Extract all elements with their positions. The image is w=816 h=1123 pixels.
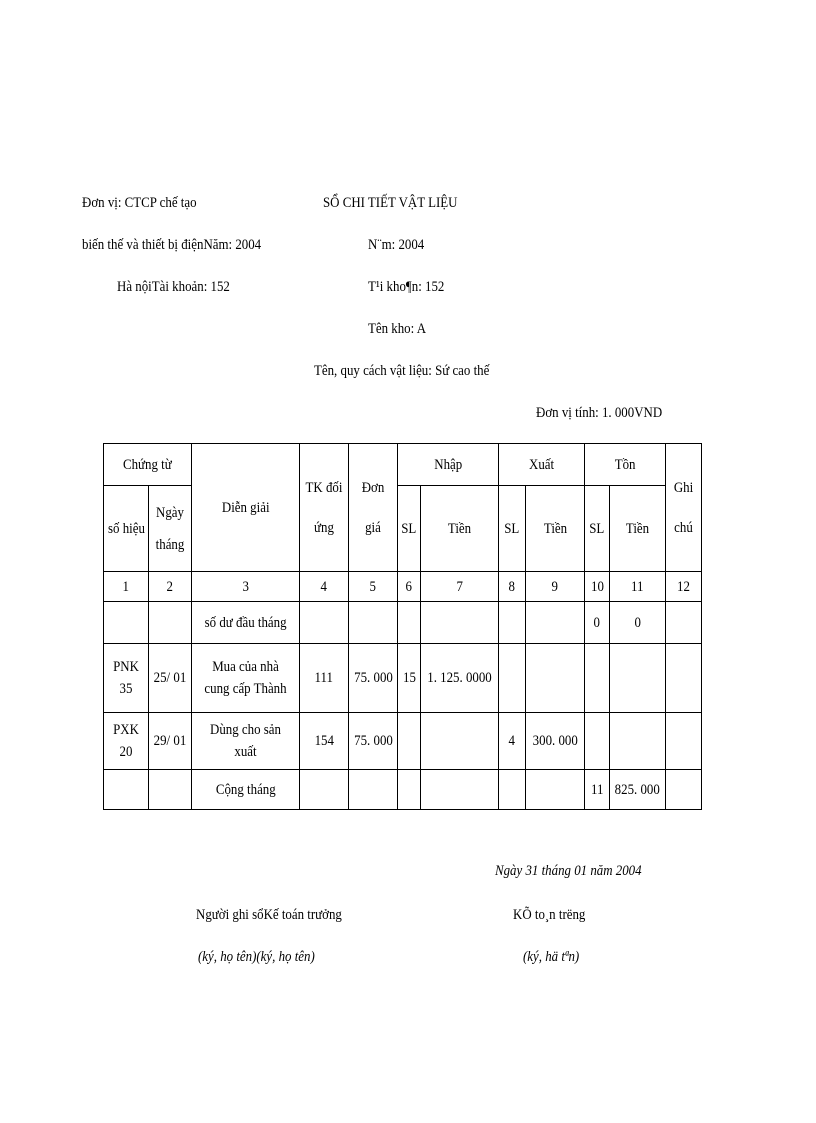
header-xuat: Xuất bbox=[499, 444, 585, 486]
table-cell: 0 bbox=[585, 602, 610, 644]
table-cell: 825. 000 bbox=[610, 770, 666, 810]
table-cell: 1. 125. 0000 bbox=[421, 644, 499, 713]
table-cell bbox=[666, 644, 702, 713]
col-num: 8 bbox=[499, 572, 526, 602]
table-cell bbox=[585, 713, 610, 770]
header-dien-giai: Diễn giải bbox=[192, 444, 300, 572]
table-cell bbox=[666, 713, 702, 770]
ledger-table bbox=[103, 443, 702, 810]
table-cell: 4 bbox=[499, 713, 526, 770]
table-row bbox=[104, 770, 702, 810]
material-line: Tên, quy cách vật liệu: Sứ cao thế bbox=[314, 363, 490, 379]
subheader-ton-tien: Tiền bbox=[610, 486, 666, 572]
col-num: 12 bbox=[666, 572, 702, 602]
sign-note-left: (ký, họ tên)(ký, họ tên) bbox=[198, 949, 315, 965]
table-cell: số dư đầu tháng bbox=[192, 602, 300, 644]
header-don-gia: Đơn giá bbox=[349, 444, 398, 572]
table-cell bbox=[398, 602, 421, 644]
table-cell bbox=[421, 602, 499, 644]
table-cell bbox=[421, 713, 499, 770]
table-cell: 300. 000 bbox=[526, 713, 585, 770]
table-cell bbox=[104, 770, 149, 810]
account-line: T¹i kho¶n: 152 bbox=[368, 279, 445, 295]
table-cell bbox=[104, 602, 149, 644]
table-cell bbox=[300, 602, 349, 644]
document-title: SỔ CHI TIẾT VẬT LIỆU bbox=[323, 195, 458, 211]
col-num: 4 bbox=[300, 572, 349, 602]
table-cell: Cộng tháng bbox=[192, 770, 300, 810]
col-num: 5 bbox=[349, 572, 398, 602]
col-num: 6 bbox=[398, 572, 421, 602]
table-cell: 29/ 01 bbox=[149, 713, 192, 770]
subheader-nhap-sl: SL bbox=[398, 486, 421, 572]
subheader-ngay-thang: Ngày tháng bbox=[149, 486, 192, 572]
unit-line-2: biến thế và thiết bị điệnNăm: 2004 bbox=[82, 237, 262, 253]
table-cell bbox=[398, 770, 421, 810]
table-cell bbox=[149, 770, 192, 810]
header-ghi-chu: Ghi chú bbox=[666, 444, 702, 572]
table-cell bbox=[499, 602, 526, 644]
year-line: N¨m: 2004 bbox=[368, 237, 425, 253]
subheader-xuat-tien: Tiền bbox=[526, 486, 585, 572]
table-cell bbox=[349, 602, 398, 644]
col-num: 10 bbox=[585, 572, 610, 602]
table-cell bbox=[666, 602, 702, 644]
table-cell: Dùng cho sản xuất bbox=[192, 713, 300, 770]
table-cell bbox=[300, 770, 349, 810]
footer-date: Ngày 31 tháng 01 năm 2004 bbox=[495, 863, 642, 879]
table-cell: 11 bbox=[585, 770, 610, 810]
unit-line-1: Đơn vị: CTCP chế tạo bbox=[82, 195, 197, 211]
sign-note-right: (ký, hä tªn) bbox=[523, 949, 580, 965]
subheader-nhap-tien: Tiền bbox=[421, 486, 499, 572]
column-number-row bbox=[104, 572, 702, 602]
col-num: 3 bbox=[192, 572, 300, 602]
table-cell: PNK 35 bbox=[104, 644, 149, 713]
header-chung-tu: Chứng từ bbox=[104, 444, 192, 486]
subheader-xuat-sl: SL bbox=[499, 486, 526, 572]
currency-unit: Đơn vị tính: 1. 000VND bbox=[536, 405, 663, 421]
subheader-ton-sl: SL bbox=[585, 486, 610, 572]
col-num: 11 bbox=[610, 572, 666, 602]
table-cell bbox=[610, 644, 666, 713]
table-cell bbox=[526, 644, 585, 713]
header-nhap: Nhập bbox=[398, 444, 499, 486]
table-cell bbox=[526, 602, 585, 644]
table-cell bbox=[610, 713, 666, 770]
table-cell: Mua của nhà cung cấp Thành bbox=[192, 644, 300, 713]
col-num: 9 bbox=[526, 572, 585, 602]
signers-left: Người ghi sổKế toán trưởng bbox=[196, 907, 342, 923]
signers-right: KÕ to¸n trëng bbox=[513, 907, 586, 923]
col-num: 2 bbox=[149, 572, 192, 602]
header-tk-doi-ung: TK đối ứng bbox=[300, 444, 349, 572]
table-cell: 154 bbox=[300, 713, 349, 770]
header-ton: Tồn bbox=[585, 444, 666, 486]
table-cell bbox=[349, 770, 398, 810]
table-cell bbox=[398, 713, 421, 770]
table-cell bbox=[499, 644, 526, 713]
table-cell: 111 bbox=[300, 644, 349, 713]
table-cell: 15 bbox=[398, 644, 421, 713]
table-cell bbox=[526, 770, 585, 810]
table-row bbox=[104, 644, 702, 713]
table-row bbox=[104, 602, 702, 644]
subheader-so-hieu: số hiệu bbox=[104, 486, 149, 572]
col-num: 1 bbox=[104, 572, 149, 602]
table-cell: 25/ 01 bbox=[149, 644, 192, 713]
unit-line-3: Hà nộiTài khoản: 152 bbox=[117, 279, 230, 295]
warehouse-line: Tên kho: A bbox=[368, 321, 427, 337]
table-cell: 75. 000 bbox=[349, 713, 398, 770]
table-cell bbox=[499, 770, 526, 810]
table-cell bbox=[421, 770, 499, 810]
table-row bbox=[104, 713, 702, 770]
table-cell: 0 bbox=[610, 602, 666, 644]
table-cell bbox=[585, 644, 610, 713]
table-cell: PXK 20 bbox=[104, 713, 149, 770]
table-cell bbox=[666, 770, 702, 810]
table-cell: 75. 000 bbox=[349, 644, 398, 713]
table-cell bbox=[149, 602, 192, 644]
col-num: 7 bbox=[421, 572, 499, 602]
